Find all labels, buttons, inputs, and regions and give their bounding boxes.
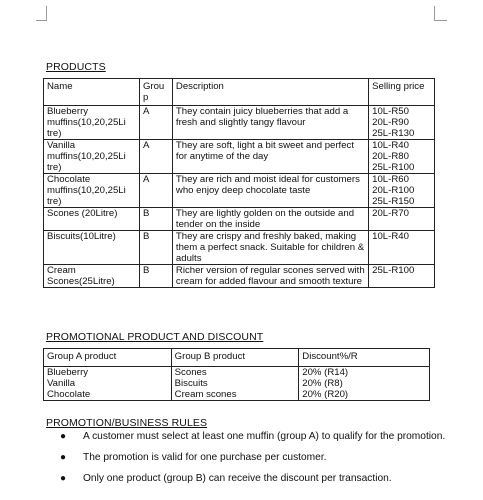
bullet-icon: ● — [60, 473, 67, 484]
promo-group-a-product: Blueberry — [44, 367, 172, 379]
product-price: 20L-R80 — [372, 151, 409, 162]
promo-group-b-product: Cream scones — [171, 389, 299, 401]
promo-discount: 20% (R20) — [299, 389, 430, 401]
product-row — [44, 140, 435, 174]
product-price: 25L-R130 — [372, 128, 415, 139]
product-price: 20L-R100 — [372, 185, 415, 196]
rule-text: A customer must select at least one muffin (group A) to qualify for the promotion. — [83, 431, 446, 442]
product-prices — [369, 140, 435, 174]
header-group-b: Group B product — [171, 349, 299, 367]
promo-row — [44, 389, 430, 401]
product-name: Scones (20Litre) — [44, 208, 140, 231]
header-group-a: Group A product — [44, 349, 172, 367]
products-table — [43, 78, 435, 288]
promo-discount: 20% (R8) — [299, 378, 430, 389]
promo-group-b-product: Scones — [171, 367, 299, 379]
product-description: They are soft, light a bit sweet and perfect for anytime of the day — [172, 140, 368, 174]
product-group: A — [139, 174, 172, 208]
rule-text: The promotion is valid for one purchase per customer. — [83, 452, 327, 463]
product-name: Blueberry muffins(10,20,25Li tre) — [44, 106, 140, 140]
rule-item — [46, 431, 446, 443]
product-group: B — [139, 231, 172, 265]
promo-group-a-product: Chocolate — [44, 389, 172, 401]
product-row — [44, 231, 435, 265]
product-description: They contain juicy blueberries that add a fresh and slightly tangy flavour — [172, 106, 368, 140]
product-price: 10L-R50 — [372, 106, 409, 117]
product-description: They are lightly golden on the outside and tender on the inside — [172, 208, 368, 231]
promo-row — [44, 378, 430, 389]
rules-heading: PROMOTION/BUSINESS RULES — [46, 417, 208, 429]
product-description: Richer version of regular scones served with cream for added flavour and smooth texture — [172, 265, 368, 288]
product-group: B — [139, 208, 172, 231]
bullet-icon: ● — [60, 452, 67, 463]
promo-group-b-product: Biscuits — [171, 378, 299, 389]
product-row — [44, 106, 435, 140]
rule-item — [46, 452, 446, 464]
header-group: Grou p — [139, 79, 172, 106]
product-prices — [369, 174, 435, 208]
product-description: They are crispy and freshly baked, making them a perfect snack. Suitable for children & adults — [172, 231, 368, 265]
product-prices — [369, 265, 435, 288]
product-price: 10L-R40 — [372, 140, 409, 151]
product-row — [44, 208, 435, 231]
promo-discount: 20% (R14) — [299, 367, 430, 379]
header-discount: Discount%/R — [299, 349, 430, 367]
product-prices — [369, 106, 435, 140]
product-price: 10L-R60 — [372, 174, 409, 185]
product-price: 25L-R150 — [372, 196, 415, 207]
product-row — [44, 174, 435, 208]
rules-list — [46, 431, 446, 494]
product-group: A — [139, 140, 172, 174]
product-name: Cream Scones(25Litre) — [44, 265, 140, 288]
promo-table — [43, 348, 430, 401]
product-group: A — [139, 106, 172, 140]
product-name: Biscuits(10Litre) — [44, 231, 140, 265]
product-row — [44, 265, 435, 288]
page-corner-mark-left — [36, 6, 47, 21]
rule-text: Only one product (group B) can receive the discount per transaction. — [83, 473, 392, 484]
product-name: Vanilla muffins(10,20,25Li tre) — [44, 140, 140, 174]
product-group: B — [139, 265, 172, 288]
products-heading: PRODUCTS — [46, 61, 106, 73]
header-selling-price: Selling price — [369, 79, 435, 106]
product-price: 25L-R100 — [372, 162, 415, 173]
bullet-icon: ● — [60, 431, 67, 442]
product-prices — [369, 231, 435, 265]
products-header-row — [44, 79, 435, 106]
header-name: Name — [44, 79, 140, 106]
header-description: Description — [172, 79, 368, 106]
product-price: 20L-R70 — [372, 208, 409, 219]
page-corner-mark-right — [434, 6, 447, 21]
product-price: 10L-R40 — [372, 231, 409, 242]
promo-heading: PROMOTIONAL PRODUCT AND DISCOUNT — [46, 331, 264, 343]
promo-row — [44, 367, 430, 379]
product-prices — [369, 208, 435, 231]
promo-header-row — [44, 349, 430, 367]
product-price: 20L-R90 — [372, 117, 409, 128]
rule-item — [46, 473, 446, 485]
product-description: They are rich and moist ideal for customers who enjoy deep chocolate taste — [172, 174, 368, 208]
product-name: Chocolate muffins(10,20,25Li tre) — [44, 174, 140, 208]
product-price: 25L-R100 — [372, 265, 415, 276]
promo-group-a-product: Vanilla — [44, 378, 172, 389]
